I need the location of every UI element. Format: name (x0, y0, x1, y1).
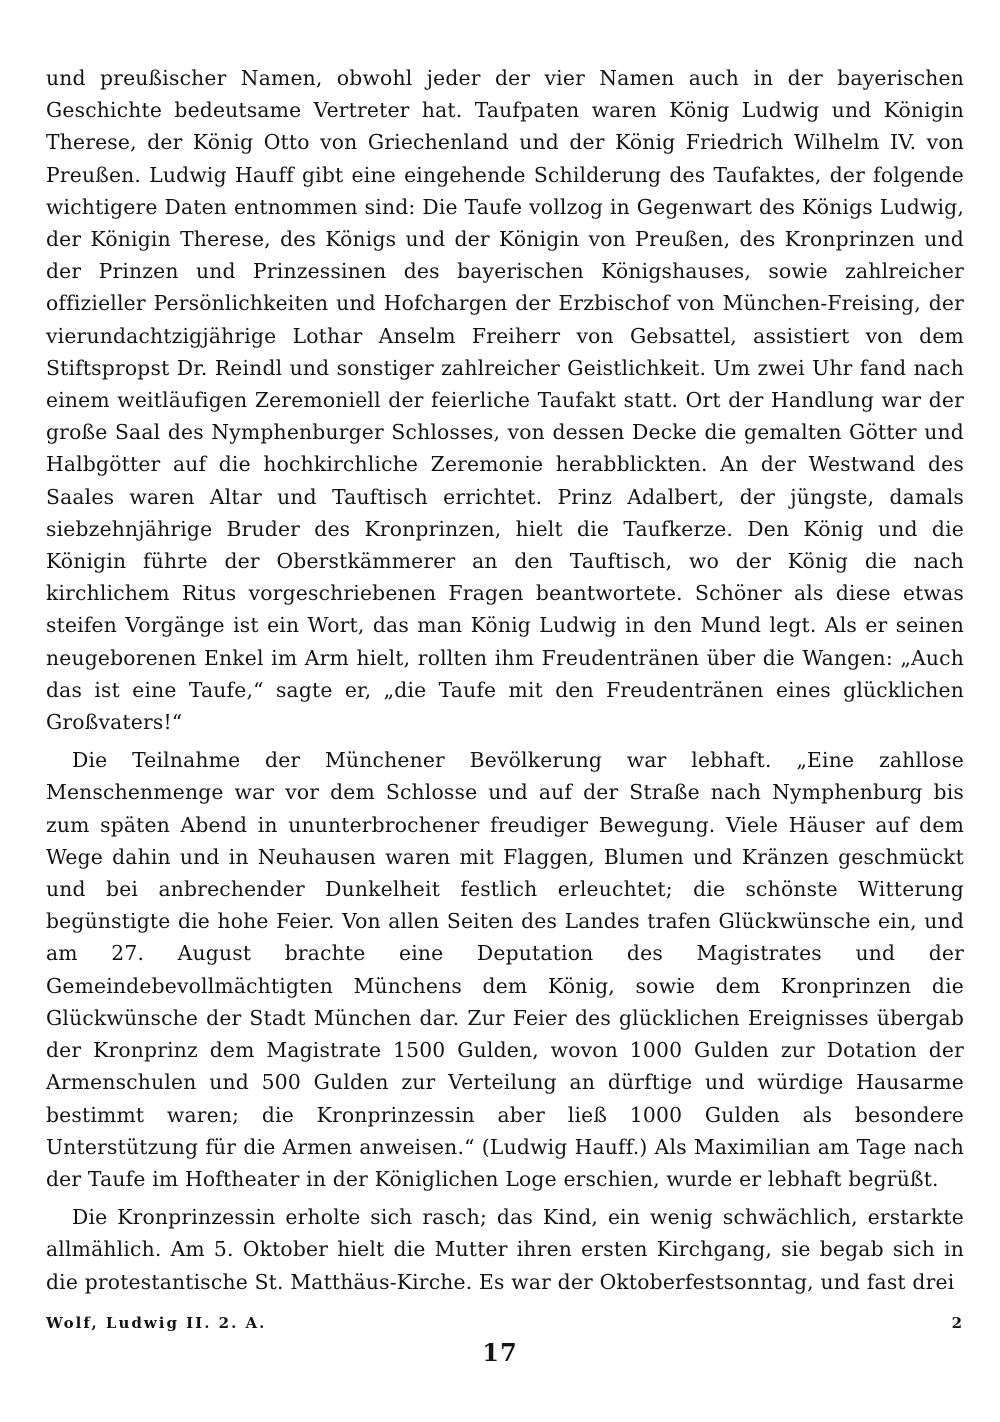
printer-signature: Wolf, Ludwig II. 2. A. (46, 1314, 267, 1332)
paragraph-1: und preußischer Namen, obwohl jeder der vier Namen auch in der bayerischen Geschichte bedeutsame Vertreter hat. Taufpaten waren König Ludwig und Königin Therese, der König Otto von Griechenland und der König Friedrich Wilhelm IV. von Preußen. Ludwig Hauff gibt eine eingehende Schilderung des Taufaktes, der folgende wichtigere Daten entnommen sind: Die Taufe vollzog in Gegenwart des Königs Ludwig, der Königin Therese, des Königs und der Königin von Preußen, des Kronprinzen und der Prinzen und Prinzessinen des bayerischen Königshauses, sowie zahlreicher offizieller Persönlichkeiten und Hofchargen der Erzbischof von München-Freising, der vierundachtzigjährige Lothar Anselm Freiherr von Gebsattel, assistiert von dem Stiftspropst Dr. Reindl und sonstiger zahlreicher Geistlichkeit. Um zwei Uhr fand nach einem weitläufigen Zeremoniell der feierliche Taufakt statt. Ort der Handlung war der große Saal des Nymphenburger Schlosses, von dessen Decke die gemalten Götter und Halbgötter auf die hochkirchliche Zeremonie herabblickten. An der Westwand des Saales waren Altar und Tauftisch errichtet. Prinz Adalbert, der jüngste, damals siebzehnjährige Bruder des Kronprinzen, hielt die Taufkerze. Den König und die Königin führte der Oberstkämmerer an den Tauftisch, wo der König die nach kirchlichem Ritus vorgeschriebenen Fragen beantwortete. Schöner als diese etwas steifen Vorgänge ist ein Wort, das man König Ludwig in den Mund legt. Als er seinen neugeborenen Enkel im Arm hielt, rollten ihm Freudentränen über die Wangen: „Auch das ist eine Taufe,“ sagte er, „die Taufe mit den Freudentränen eines glücklichen Großvaters!“ (46, 66, 964, 735)
paragraph-3: Die Kronprinzessin erholte sich rasch; das Kind, ein wenig schwächlich, erstarkte allmählich. Am 5. Oktober hielt die Mutter ihren ersten Kirchgang, sie begab sich in die protestantische St. Matthäus-Kirche. Es war der Oktoberfestsonntag, und fast drei (46, 1205, 964, 1294)
body-text (46, 62, 964, 1298)
paragraph-2: Die Teilnahme der Münchener Bevölkerung war lebhaft. „Eine zahllose Menschenmenge war vor dem Schlosse und auf der Straße nach Nymphenburg bis zum späten Abend in ununterbrochener freudiger Bewegung. Viele Häuser auf dem Wege dahin und in Neuhausen waren mit Flaggen, Blumen und Kränzen geschmückt und bei anbrechender Dunkelheit festlich erleuchtet; die schönste Witterung begünstigte die hohe Feier. Von allen Seiten des Landes trafen Glückwünsche ein, und am 27. August brachte eine Deputation des Magistrates und der Gemeindebevollmächtigten Münchens dem König, sowie dem Kronprinzen die Glückwünsche der Stadt München dar. Zur Feier des glücklichen Ereignisses übergab der Kronprinz dem Magistrate 1500 Gulden, wovon 1000 Gulden zur Dotation der Armenschulen und 500 Gulden zur Verteilung an dürftige und würdige Hausarme bestimmt waren; die Kronprinzessin aber ließ 1000 Gulden als besondere Unterstützung für die Armen anweisen.“ (Ludwig Hauff.) Als Maximilian am Tage nach der Taufe im Hoftheater in der Königlichen Loge erschien, wurde er lebhaft begrüßt. (46, 748, 964, 1191)
sheet-number: 2 (951, 1314, 964, 1332)
page-number: 17 (482, 1338, 518, 1367)
